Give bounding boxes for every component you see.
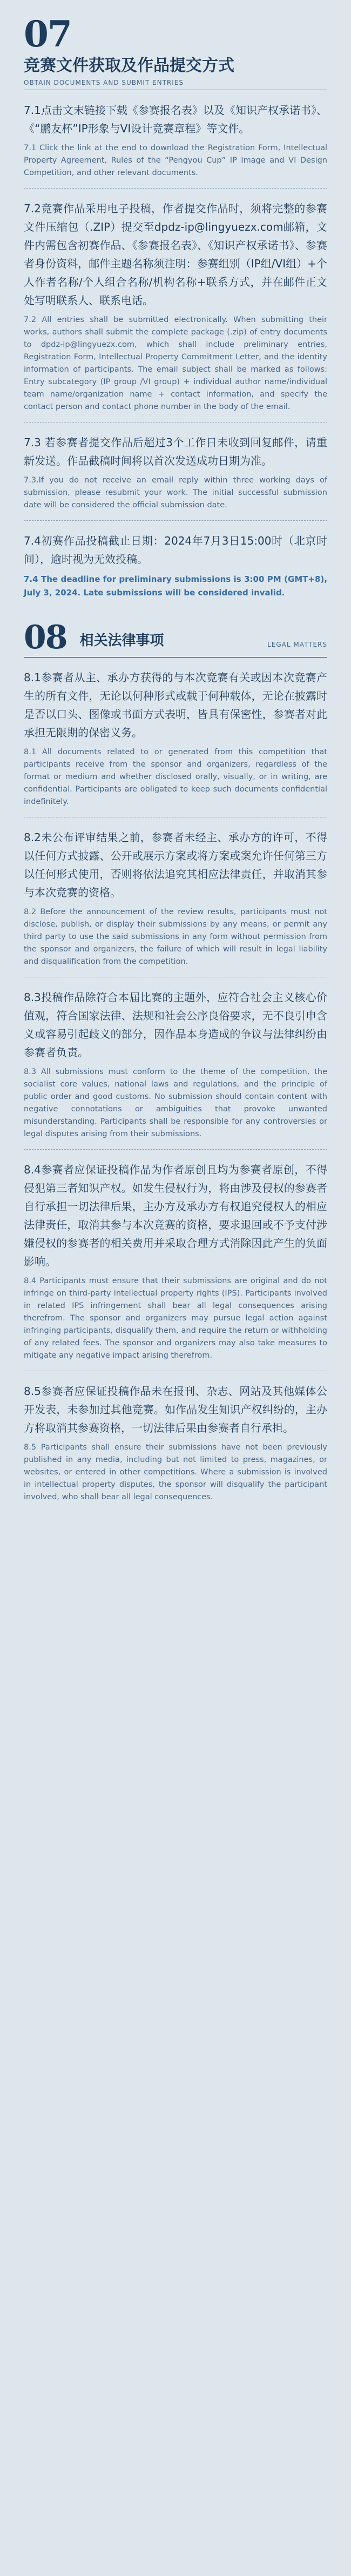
- clause-7-1: [24, 101, 327, 189]
- section-08-header: [24, 621, 327, 654]
- section-tag-en: LEGAL MATTERS: [267, 641, 327, 648]
- clause-cn: 7.2竞赛作品采用电子投稿，作者提交作品时，须将完整的参赛文件压缩包（.ZIP）提交至dpdz-ip@lingyuezx.com邮箱，文件内需包含初赛作品、《参赛报名表》、《知识产权承诺书》、参赛者身份资料，邮件主题名称须注明：参赛组别（IP组/VI组）+个人作者名称/个人组合名称/机构名称+联系方式，并在邮件正文处写明联系人、联系电话。: [24, 202, 327, 307]
- clause-7-2: [24, 199, 327, 422]
- clause-7-3: [24, 433, 327, 521]
- clause-cn: 8.1参赛者从主、承办方获得的与本次竞赛有关或因本次竞赛产生的所有文件，无论以何种形式或载于何种载体，无论在披露时是否以口头、图像或书面方式表明，皆具有保密性，参赛者对此承担无限期的保密义务。: [24, 671, 327, 739]
- section-07-header: [24, 13, 327, 90]
- clause-cn: 8.2未公布评审结果之前，参赛者未经主、承办方的许可，不得以任何方式披露、公开或展示方案或将方案或案允许任何第三方以任何形式使用，否则将依法追究其相应法律责任，并取消其参与本次竞赛的资格。: [24, 831, 327, 899]
- divider: [24, 657, 327, 658]
- clause-en: 8.4 Participants must ensure that their submissions are original and do not infringe on third-party intellectual property rights (IPS). Participants involved in related IPS infringement shall bear all legal consequences arising therefrom. The sponsor and organizers may pursue legal action against infringing participants, disqualify them, and require the return or withholding of any related fees. The sponsor and organizers may also take measures to mitigate any negative impact arising therefrom.: [24, 1277, 327, 1360]
- dashed-divider: [24, 520, 327, 521]
- clause-en: 7.2 All entries shall be submitted electronically. When submitting their works, authors shall submit the complete package (.zip) of entry documents to dpdz-ip@lingyuezx.com, which shall include preliminary entries, Registration Form, Intellectual Property Commitment Letter, and the identity information of participants. The email subject shall be marked as follows: Entry subcategory (IP group /VI group) + individual author name/individual team name/organization name + contact information, and specify the contact person and contact phone number in the body of the email.: [24, 316, 327, 411]
- clause-cn: 8.4参赛者应保证投稿作品为作者原创且均为参赛者原创，不得侵犯第三者知识产权。如发生侵权行为，将由涉及侵权的参赛者自行承担一切法律后果，主办方及承办方有权追究侵权人的相应法律责任，取消其参与本次竞赛的资格，要求退回或不予支付涉嫌侵权的参赛者的相关费用并采取合理方式消除因此产生的负面影响。: [24, 1163, 327, 1268]
- clause-en-deadline: 7.4 The deadline for preliminary submissions is 3:00 PM (GMT+8), July 3, 2024. Late submissions will be considered invalid.: [24, 574, 327, 598]
- section-title: 相关法律事项: [79, 633, 164, 649]
- clause-8-4: [24, 1160, 327, 1371]
- clause-cn: 7.1点击文末链接下载《参赛报名表》以及《知识产权承诺书》、《“鹏友杯”IP形象与VI设计竞赛章程》等文件。: [24, 104, 327, 135]
- clause-en: 7.3.If you do not receive an email reply within three working days of submission, please resubmit your work. The initial successful submission date will be considered the official submission date.: [24, 476, 327, 509]
- clause-8-5: [24, 1382, 327, 1504]
- clause-cn: 7.3 若参赛者提交作品后超过3个工作日未收到回复邮件，请重新发送。作品截稿时间将以首次发送成功日期为准。: [24, 436, 327, 467]
- clause-en: 8.2 Before the announcement of the review results, participants must not disclose, publish, or display their submissions by any means, or permit any third party to use the said submissions in any form without permission from the sponsor and organizers, the failure of which will result in legal liability and disqualification from the competition.: [24, 908, 327, 966]
- dashed-divider: [24, 1149, 327, 1150]
- section-title: 竞赛文件获取及作品提交方式: [24, 56, 234, 75]
- clause-8-2: [24, 828, 327, 977]
- clause-en: 8.3 All submissions must conform to the theme of the competition, the socialist core values, national laws and regulations, and the principle of public order and good customs. No submission should contain content with negative connotations or ambiguities that provoke unwanted misunderstanding. Participants shall be responsible for any controversies or legal disputes arising from their submissions.: [24, 1068, 327, 1138]
- clause-cn: 8.5参赛者应保证投稿作品未在报刊、杂志、网站及其他媒体公开发表，未参加过其他竞赛。如作品发生知识产权纠纷的，主办方将取消其参赛资格，一切法律后果由参赛者自行承担。: [24, 1385, 327, 1434]
- dashed-divider: [24, 188, 327, 189]
- section-subtitle-en: OBTAIN DOCUMENTS AND SUBMIT ENTRIES: [24, 79, 184, 86]
- clause-en: 8.1 All documents related to or generated from this competition that participants receive from the sponsor and organizers, regardless of the format or medium and whether disclosed orally, visually, or in writing, are confidential. Participants are obligated to keep such documents confidential indefinitely.: [24, 748, 327, 806]
- clause-cn: 8.3投稿作品除符合本届比赛的主题外，应符合社会主义核心价值观，符合国家法律、法规和社会公序良俗要求，无不良引申含义或容易引起歧义的部分，因作品本身造成的争议与法律纠纷由参赛者负责。: [24, 991, 327, 1059]
- clause-8-1: [24, 668, 327, 817]
- clause-8-3: [24, 988, 327, 1150]
- clause-en: 8.5 Participants shall ensure their submissions have not been previously published in any media, including but not limited to press, magazines, or websites, or entered in other competitions. Where a submission is involved in intellectual property disputes, the sponsor will disqualify the participant involved, who shall bear all legal consequences.: [24, 1443, 327, 1501]
- clause-cn: 7.4初赛作品投稿截止日期：2024年7月3日15:00时（北京时间），逾时视为无效投稿。: [24, 534, 327, 566]
- clause-7-4: [24, 532, 327, 600]
- clause-en: 7.1 Click the link at the end to download the Registration Form, Intellectual Property Agreement, Rules of the “Pengyou Cup” IP Image and VI Design Competition, and other relevant documents.: [24, 144, 327, 177]
- section-number: 08: [24, 619, 67, 656]
- section-number: 07: [24, 13, 71, 55]
